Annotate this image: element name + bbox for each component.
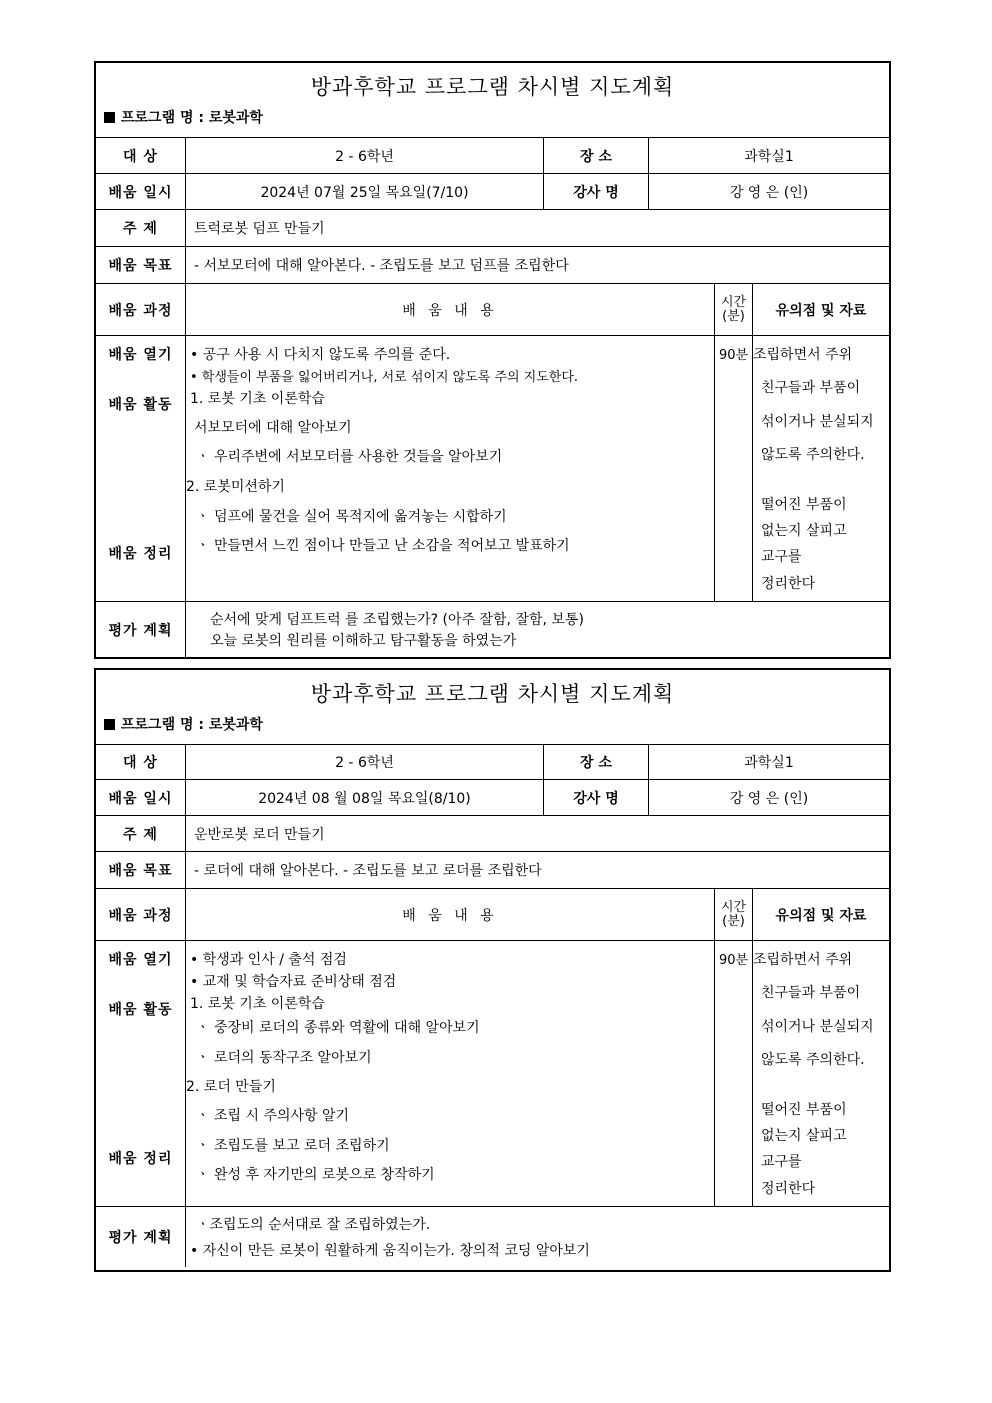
eval-line: 순서에 맞게 덤프트럭 를 조립했는가? (아주 잘함, 잘함, 보통)	[210, 612, 584, 628]
date-label: 배움 일시	[96, 174, 186, 209]
eval-label: 평가 계획	[96, 1207, 186, 1267]
content-line: ㆍ 완성 후 자기만의 로봇으로 창작하기	[196, 1167, 435, 1183]
content-column	[186, 336, 715, 601]
eval-line: 오늘 로봇의 원리를 이해하고 탐구활동을 하였는가	[210, 633, 517, 649]
goal-value: - 로더에 대해 알아본다. - 조립도를 보고 로더를 조립한다	[194, 863, 542, 879]
process-header-row	[96, 889, 889, 941]
eval-label: 평가 계획	[96, 602, 186, 657]
stage-close: 배움 정리	[108, 1151, 173, 1167]
goal-row	[96, 247, 889, 284]
time-header: 시간(분)	[715, 889, 753, 940]
notes-line: 않도록 주의한다.	[761, 1052, 865, 1068]
page-title: 방과후학교 프로그램 차시별 지도계획	[310, 682, 675, 706]
program-name-text: 프로그램 명 : 로봇과학	[121, 110, 263, 126]
target-value: 2 - 6학년	[186, 138, 544, 173]
content-line: ㆍ 중장비 로더의 종류와 역활에 대해 알아보기	[196, 1020, 480, 1036]
date-label: 배움 일시	[96, 780, 186, 815]
notes-column	[753, 336, 889, 601]
teacher-value: 강 영 은 (인)	[729, 790, 809, 807]
notes-line: 정리한다	[761, 576, 816, 592]
page-title: 방과후학교 프로그램 차시별 지도계획	[310, 75, 675, 99]
content-line: 1. 로봇 기초 이론학습	[190, 996, 325, 1012]
black-square-icon	[104, 719, 115, 730]
time-value: 90분	[715, 941, 753, 1206]
eval-column	[186, 602, 889, 657]
subject-label: 주 제	[96, 816, 186, 851]
teacher-label: 강사 명	[544, 780, 649, 815]
stage-activity: 배움 활동	[108, 1002, 173, 1018]
content-line: ㆍ 덤프에 물건을 실어 목적지에 옮겨놓는 시합하기	[196, 509, 507, 525]
content-line: ㆍ 조립도를 보고 로더 조립하기	[196, 1138, 390, 1154]
eval-row	[96, 602, 889, 657]
notes-line: 떨어진 부품이	[761, 497, 847, 513]
target-label: 대 상	[96, 745, 186, 779]
notes-line: 떨어진 부품이	[761, 1102, 847, 1118]
place-label: 장 소	[544, 745, 649, 779]
content-line: ㆍ 로더의 동작구조 알아보기	[196, 1050, 372, 1066]
content-column	[186, 941, 715, 1206]
eval-column	[186, 1207, 889, 1267]
notes-line: 정리한다	[761, 1181, 816, 1197]
process-header-row	[96, 284, 889, 336]
notes-line: 교구를	[761, 549, 802, 565]
time-value: 90분	[715, 336, 753, 601]
notes-line: 친구들과 부품이	[761, 985, 861, 1001]
place-label: 장 소	[544, 138, 649, 173]
target-row	[96, 745, 889, 780]
notes-line: 않도록 주의한다.	[761, 447, 865, 463]
content-line: • 교재 및 학습자료 준비상태 점검	[190, 974, 397, 990]
content-line: • 학생과 인사 / 출석 점검	[190, 952, 347, 968]
content-line: 서보모터에 대해 알아보기	[194, 420, 352, 436]
content-line: ㆍ 만들면서 느낀 점이나 만들고 난 소감을 적어보고 발표하기	[196, 538, 570, 554]
notes-line: 없는지 살피고	[761, 523, 847, 539]
notes-line: 친구들과 부품이	[761, 380, 861, 396]
notes-header: 유의점 및 자료	[775, 302, 867, 319]
teacher-label: 강사 명	[544, 174, 649, 209]
notes-line: 교구를	[761, 1154, 802, 1170]
program-name-text: 프로그램 명 : 로봇과학	[121, 717, 263, 733]
stage-open: 배움 열기	[108, 952, 173, 968]
eval-line: • 자신이 만든 로봇이 원활하게 움직이는가. 창의적 코딩 알아보기	[190, 1243, 590, 1259]
header-block	[96, 63, 889, 138]
subject-value: 트럭로봇 덤프 만들기	[194, 221, 325, 237]
process-label: 배움 과정	[96, 284, 186, 335]
date-row	[96, 780, 889, 816]
goal-value: - 서보모터에 대해 알아본다. - 조립도를 보고 덤프를 조립한다	[194, 258, 569, 274]
content-header: 배 움 내 용	[186, 284, 715, 335]
content-line: 2. 로봇미션하기	[186, 479, 285, 495]
black-square-icon	[104, 112, 115, 123]
content-header: 배 움 내 용	[186, 889, 715, 940]
process-body-row	[96, 336, 889, 602]
stage-close: 배움 정리	[108, 546, 173, 562]
content-line: • 공구 사용 시 다치지 않도록 주의를 준다.	[190, 347, 451, 363]
stage-open: 배움 열기	[108, 347, 173, 363]
eval-row	[96, 1207, 889, 1267]
goal-row	[96, 852, 889, 889]
program-name	[96, 105, 889, 137]
place-value: 과학실1	[744, 148, 794, 165]
time-header: 시간(분)	[715, 284, 753, 335]
lesson-plan-sheet	[94, 668, 891, 1272]
date-value: 2024년 08 월 08일 목요일(8/10)	[186, 780, 544, 815]
content-line: • 학생들이 부품을 잃어버리거나, 서로 섞이지 않도록 주의 지도한다.	[190, 370, 579, 385]
notes-line: 조립하면서 주위	[753, 952, 853, 968]
subject-row	[96, 816, 889, 852]
stage-activity: 배움 활동	[108, 397, 173, 413]
target-row	[96, 138, 889, 174]
place-value: 과학실1	[744, 755, 794, 771]
notes-column	[753, 941, 889, 1206]
subject-value: 운반로봇 로더 만들기	[194, 826, 325, 843]
eval-line: ㆍ조립도의 순서대로 잘 조립하였는가.	[196, 1217, 431, 1233]
content-line: 1. 로봇 기초 이론학습	[190, 391, 325, 407]
header-block	[96, 670, 889, 745]
date-row	[96, 174, 889, 210]
teacher-value: 강 영 은 (인)	[729, 184, 809, 201]
lesson-plan-sheet	[94, 61, 891, 659]
content-line: ㆍ 우리주변에 서보모터를 사용한 것들을 알아보기	[196, 449, 503, 465]
notes-line: 섞이거나 분실되지	[761, 414, 874, 430]
notes-line: 조립하면서 주위	[753, 347, 853, 363]
goal-label: 배움 목표	[96, 247, 186, 283]
date-value: 2024년 07월 25일 목요일(7/10)	[186, 174, 544, 209]
process-label: 배움 과정	[96, 889, 186, 940]
notes-header: 유의점 및 자료	[775, 907, 867, 924]
program-name	[96, 712, 889, 744]
notes-line: 섞이거나 분실되지	[761, 1019, 874, 1035]
process-body-row	[96, 941, 889, 1207]
target-label: 대 상	[96, 138, 186, 173]
stage-column	[96, 941, 186, 1206]
content-line: ㆍ 조립 시 주의사항 알기	[196, 1108, 350, 1124]
target-value: 2 - 6학년	[186, 745, 544, 779]
stage-column	[96, 336, 186, 601]
subject-label: 주 제	[96, 210, 186, 246]
subject-row	[96, 210, 889, 247]
goal-label: 배움 목표	[96, 852, 186, 888]
content-line: 2. 로더 만들기	[186, 1079, 276, 1095]
notes-line: 없는지 살피고	[761, 1128, 847, 1144]
